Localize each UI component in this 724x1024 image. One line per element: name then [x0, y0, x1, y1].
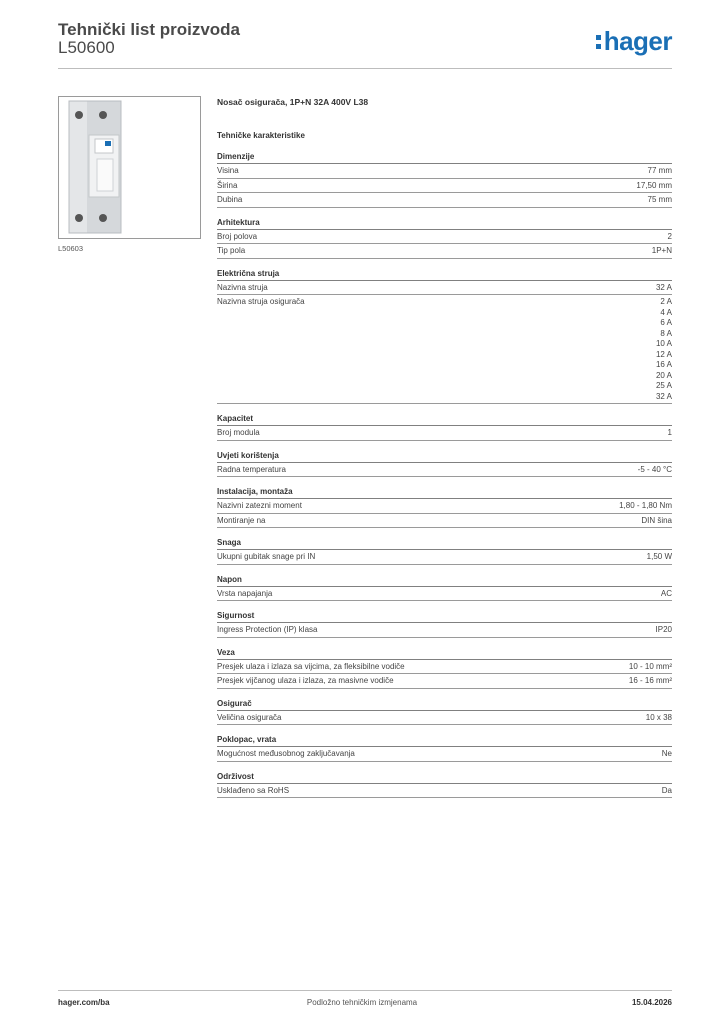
spec-value: AC: [660, 588, 672, 598]
hager-logo: [596, 26, 672, 57]
section-title: Sigurnost: [217, 611, 255, 620]
spec-label: Nazivna struja: [217, 282, 268, 292]
section-title: Električna struja: [217, 268, 280, 278]
section-title: Osigurač: [217, 698, 252, 708]
spec-value: 1P+N: [651, 246, 672, 255]
spec-value: 4 A: [660, 307, 672, 317]
section-title: Arhitektura: [217, 217, 260, 227]
spec-value: 6 A: [660, 318, 672, 327]
photo-caption: L50603: [58, 244, 84, 253]
spec-row: [217, 230, 672, 245]
spec-section: [217, 413, 672, 441]
spec-values: [641, 516, 672, 527]
spec-value: 10 A: [655, 339, 672, 348]
spec-section: [217, 537, 672, 565]
spec-label: Veličina osigurača: [217, 712, 282, 722]
header-divider: [58, 68, 672, 69]
spec-label: Vrsta napajanja: [217, 588, 273, 598]
spec-subheading: Tehničke karakteristike: [217, 131, 305, 140]
spec-section: [217, 151, 672, 208]
spec-values: [661, 589, 672, 600]
spec-row: [217, 747, 672, 762]
footer-date: 15.04.2026: [631, 998, 672, 1007]
spec-values: [656, 283, 672, 294]
spec-value: 1,80 - 1,80 Nm: [619, 501, 672, 510]
spec-section: [217, 574, 672, 602]
section-title: Kapacitet: [217, 414, 254, 423]
spec-row: [217, 499, 672, 514]
spec-value: 25 A: [655, 381, 672, 390]
spec-label: Ukupni gubitak snage pri IN: [217, 552, 316, 561]
spec-value: 1: [667, 428, 672, 437]
spec-value: Da: [661, 785, 672, 795]
section-title: Instalacija, montaža: [217, 487, 293, 496]
spec-label: Širina: [217, 180, 238, 190]
spec-row: [217, 193, 672, 208]
spec-section: [217, 610, 672, 638]
spec-value: 10 - 10 mm²: [628, 661, 672, 671]
spec-row: [217, 674, 672, 689]
spec-value: 1,50 W: [646, 552, 672, 561]
spec-label: Broj polova: [217, 231, 258, 241]
spec-values: [629, 662, 672, 673]
spec-value: 2: [667, 231, 672, 241]
spec-value: 10 x 38: [645, 712, 672, 722]
spec-section: [217, 450, 672, 478]
spec-section: [217, 486, 672, 528]
spec-label: Nazivna struja osigurača: [217, 297, 305, 306]
product-code: L50600: [58, 38, 115, 57]
section-title: Poklopac, vrata: [217, 735, 277, 744]
section-title: Održivost: [217, 771, 254, 781]
spec-value: 16 A: [655, 360, 672, 369]
spec-value: 75 mm: [647, 195, 672, 204]
spec-row: [217, 784, 672, 799]
spec-row: [217, 295, 672, 404]
spec-label: Ingress Protection (IP) klasa: [217, 625, 318, 634]
spec-label: Presjek ulaza i izlaza sa vijcima, za fleksibilne vodiče: [217, 661, 405, 671]
spec-label: Tip pola: [217, 246, 246, 255]
section-title: Dimenzije: [217, 152, 255, 161]
page-title: Tehnički list proizvoda: [58, 20, 240, 39]
spec-values: [652, 246, 672, 257]
spec-row: [217, 623, 672, 638]
spec-row: [217, 463, 672, 478]
spec-values: [619, 501, 672, 512]
spec-label: Radna temperatura: [217, 464, 286, 474]
logo-text: hager: [603, 26, 672, 56]
spec-value: DIN šina: [641, 515, 672, 525]
spec-value: 2 A: [660, 297, 672, 306]
footer-note: Podložno tehničkim izmjenama: [306, 998, 418, 1007]
footer-website: hager.com/ba: [58, 998, 110, 1007]
spec-row: [217, 660, 672, 675]
spec-values: [656, 625, 672, 636]
spec-values: [638, 465, 672, 476]
spec-row: [217, 179, 672, 194]
spec-value: 77 mm: [647, 166, 672, 175]
spec-values: [636, 181, 672, 192]
spec-row: [217, 426, 672, 441]
spec-row: [217, 164, 672, 179]
section-title: Veza: [217, 647, 235, 657]
spec-value: 32 A: [655, 282, 672, 292]
spec-value: 16 - 16 mm²: [628, 676, 672, 685]
spec-label: Nazivni zatezni moment: [217, 501, 302, 510]
spec-row: [217, 244, 672, 259]
spec-values: [648, 166, 672, 177]
footer-divider: [58, 990, 672, 991]
spec-values: [668, 232, 672, 243]
spec-value: -5 - 40 °C: [637, 464, 672, 474]
spec-section: [217, 734, 672, 762]
section-title: Uvjeti korištenja: [217, 450, 279, 460]
spec-value: 8 A: [660, 328, 672, 338]
spec-label: Mogućnost međusobnog zaključavanja: [217, 749, 355, 758]
spec-section: [217, 698, 672, 726]
spec-label: Visina: [217, 166, 239, 175]
spec-label: Montiranje na: [217, 515, 266, 525]
spec-section: [217, 217, 672, 259]
spec-row: [217, 514, 672, 529]
spec-value: 12 A: [655, 349, 672, 359]
product-title: Nosač osigurača, 1P+N 32A 400V L38: [217, 97, 369, 107]
spec-label: Presjek vijčanog ulaza i izlaza, za masivne vodiče: [217, 676, 394, 685]
logo-dots-icon: [596, 35, 601, 49]
spec-label: Broj modula: [217, 428, 260, 437]
spec-values: [629, 676, 672, 687]
spec-row: [217, 587, 672, 602]
spec-label: Dubina: [217, 195, 243, 204]
spec-label: Usklađeno sa RoHS: [217, 785, 290, 795]
spec-table: [217, 96, 672, 798]
spec-row: [217, 711, 672, 726]
spec-section: [217, 647, 672, 689]
spec-value: 17,50 mm: [636, 180, 672, 190]
spec-values: [656, 297, 672, 402]
spec-value: IP20: [655, 625, 672, 634]
spec-values: [662, 786, 672, 797]
fuse-holder-product-photo: [59, 97, 200, 238]
spec-values: [668, 428, 672, 439]
section-title: Snaga: [217, 538, 242, 547]
spec-values: [648, 195, 672, 206]
spec-section: [217, 771, 672, 799]
spec-value: 32 A: [655, 391, 672, 401]
product-photo: [58, 96, 201, 239]
spec-values: [662, 749, 672, 760]
section-title: Napon: [217, 574, 242, 584]
spec-value: Ne: [661, 749, 672, 758]
spec-row: [217, 281, 672, 296]
spec-value: 20 A: [655, 370, 672, 380]
spec-values: [647, 552, 672, 563]
spec-sections: [217, 151, 672, 798]
spec-row: [217, 550, 672, 565]
spec-section: [217, 268, 672, 405]
spec-values: [646, 713, 672, 724]
